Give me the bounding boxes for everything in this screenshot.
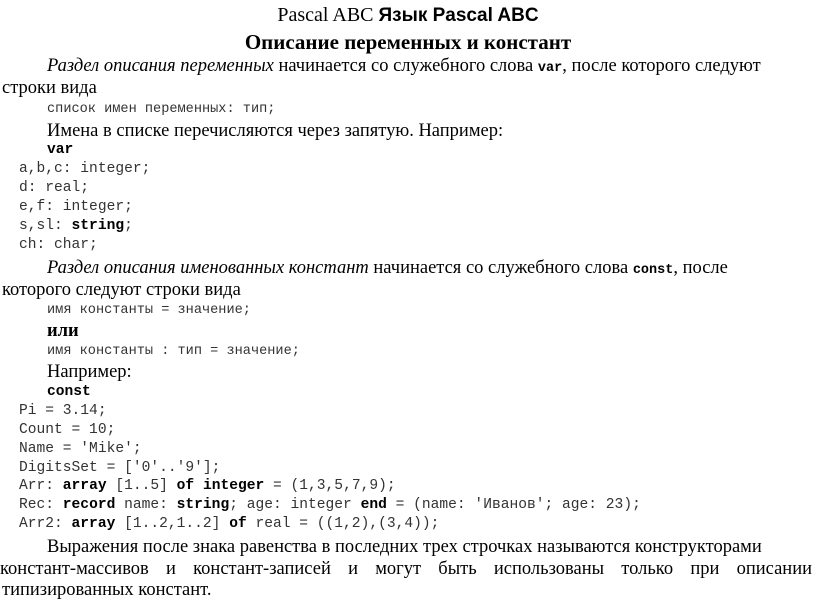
const-intro-line2: которого следуют строки вида <box>2 280 241 300</box>
const-example-7-a: Arr2: <box>19 516 72 532</box>
var-intro-line1 <box>47 55 761 80</box>
const-example-3: Name = 'Mike'; <box>19 441 142 457</box>
const-example-5-kw3: integer <box>202 478 265 494</box>
page-title <box>0 3 816 28</box>
var-names-note: Имена в списке перечисляются через запятую. Например: <box>47 121 504 141</box>
const-example-1: Pi = 3.14; <box>19 403 107 419</box>
var-syntax: список имен переменных: тип; <box>47 102 276 117</box>
var-example-2: d: real; <box>19 180 90 196</box>
const-example-5-kw2: of <box>176 478 195 494</box>
const-example-6-kw1: record <box>62 497 116 513</box>
const-example-7 <box>19 515 439 534</box>
const-syntax-2: имя константы : тип = значение; <box>47 344 300 359</box>
const-example-5-c <box>194 478 203 494</box>
const-example-word: Например: <box>47 362 132 382</box>
var-intro-rest: начинается со служебного слова <box>273 56 538 76</box>
const-example-6-c: ; age: integer <box>229 497 361 513</box>
const-syntax-1: имя константы = значение; <box>47 303 251 318</box>
const-example-6-kw3: end <box>360 497 387 513</box>
const-example-7-b: [1..2,1..2] <box>115 516 230 532</box>
const-intro-rest: начинается со служебного слова <box>368 258 633 278</box>
var-keyword: var <box>537 61 563 76</box>
conclusion-line2: констант-массивов и констант-записей и могут быть использованы только при описании <box>0 559 812 579</box>
title-part1: Pascal ABC <box>277 4 374 26</box>
const-keyword: const <box>632 263 674 278</box>
const-example-keyword: const <box>47 384 91 400</box>
var-example-4-pre: s,sl: <box>19 218 72 234</box>
const-example-5-b: [1..5] <box>106 478 177 494</box>
const-example-6-d: = (name: 'Иванов'; age: 23); <box>386 497 641 513</box>
const-example-2: Count = 10; <box>19 422 116 438</box>
var-example-4-kw: string <box>71 218 125 234</box>
var-example-3: e,f: integer; <box>19 199 133 215</box>
const-example-5 <box>19 477 396 496</box>
page-subtitle: Описание переменных и констант <box>244 30 572 54</box>
const-example-7-c: real = ((1,2),(3,4)); <box>246 516 440 532</box>
conclusion-line3: типизированных констант. <box>2 580 212 600</box>
const-example-4: DigitsSet = ['0'..'9']; <box>19 460 221 476</box>
const-example-7-kw1: array <box>71 516 116 532</box>
const-example-7-kw2: of <box>229 516 247 532</box>
title-part2: Язык Pascal ABC <box>378 5 539 26</box>
const-example-6-a: Rec: <box>19 497 63 513</box>
const-example-5-a: Arr: <box>19 478 63 494</box>
const-example-6-b: name: <box>115 497 177 513</box>
const-intro-after: , после <box>673 258 728 278</box>
var-example-4-post: ; <box>124 218 133 234</box>
var-example-5: ch: char; <box>19 237 98 253</box>
const-or-word: или <box>47 321 79 341</box>
const-example-5-kw1: array <box>62 478 107 494</box>
var-example-4 <box>19 217 133 236</box>
const-example-5-d: = (1,3,5,7,9); <box>264 478 396 494</box>
var-intro-after: , после которого следуют <box>562 56 761 76</box>
var-intro-line2: строки вида <box>2 78 97 98</box>
const-intro-italic: Раздел описания именованных констант <box>47 258 369 278</box>
var-example-1: a,b,c: integer; <box>19 161 151 177</box>
const-example-6 <box>19 496 641 515</box>
var-example-keyword: var <box>47 142 74 158</box>
const-example-6-kw2: string <box>176 497 230 513</box>
var-intro-italic: Раздел описания переменных <box>47 56 274 76</box>
conclusion-line1: Выражения после знака равенства в последних трех строчках называются конструкторами <box>47 537 762 557</box>
